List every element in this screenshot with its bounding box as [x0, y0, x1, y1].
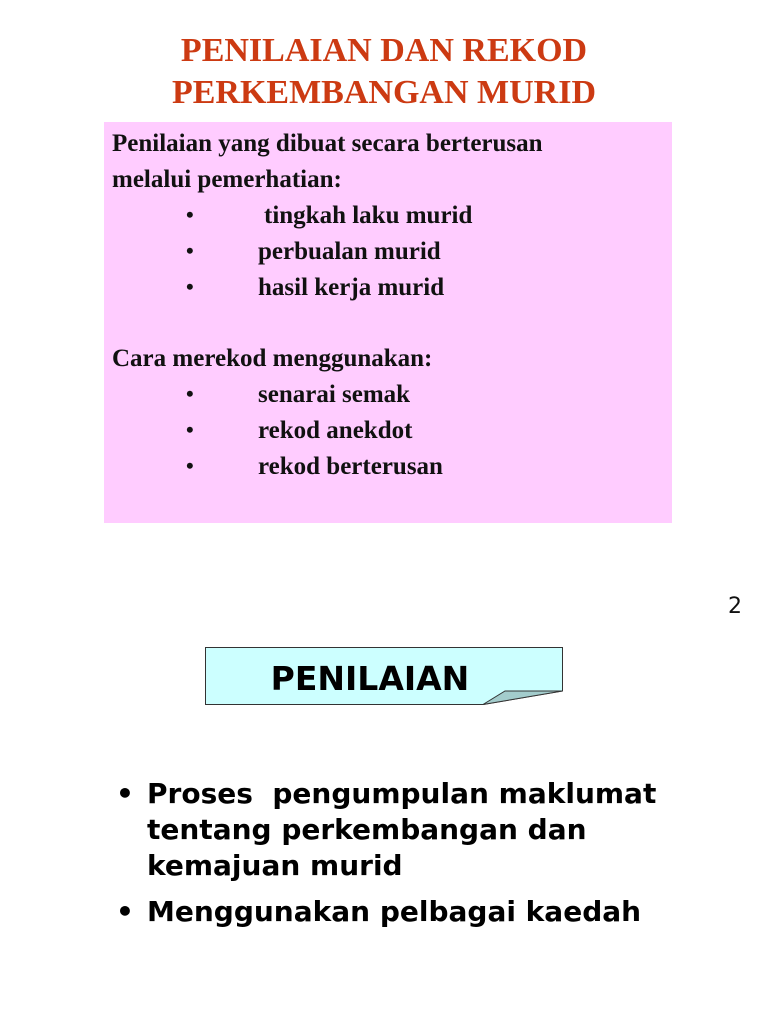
observation-item: tingkah laku murid — [264, 202, 473, 229]
bullet-icon: • — [186, 238, 194, 263]
bullet-icon: • — [186, 381, 194, 406]
content-box — [104, 122, 672, 523]
recording-item: senarai semak — [258, 381, 411, 408]
recording-heading: Cara merekod menggunakan: — [112, 345, 433, 372]
title-line-2: PERKEMBANGAN MURID — [171, 74, 597, 111]
point-text: Menggunakan pelbagai kaedah — [147, 895, 642, 928]
list-item — [116, 776, 736, 884]
bullet-icon: • — [116, 777, 134, 810]
bullet-icon: • — [186, 274, 194, 299]
recording-item: rekod berterusan — [258, 453, 443, 480]
point-list — [116, 776, 736, 940]
bullet-icon: • — [186, 453, 194, 478]
observation-item: hasil kerja murid — [258, 274, 445, 301]
bullet-icon: • — [186, 417, 194, 442]
observation-item: perbualan murid — [258, 238, 441, 265]
bullet-icon: • — [186, 202, 194, 227]
intro-line-2: melalui pemerhatian: — [112, 166, 342, 193]
label-box — [205, 647, 563, 705]
title-line-1: PENILAIAN DAN REKOD — [180, 32, 588, 69]
bullet-icon: • — [116, 895, 134, 928]
recording-item: rekod anekdot — [258, 417, 413, 444]
list-item — [116, 894, 736, 930]
label-title: PENILAIAN — [270, 659, 470, 698]
intro-line-1: Penilaian yang dibuat secara berterusan — [112, 130, 543, 157]
page-number: 2 — [728, 594, 742, 619]
slide-title — [0, 30, 768, 114]
point-text: Proses pengumpulan maklumat tentang perkembangan dan kemajuan murid — [147, 777, 667, 882]
